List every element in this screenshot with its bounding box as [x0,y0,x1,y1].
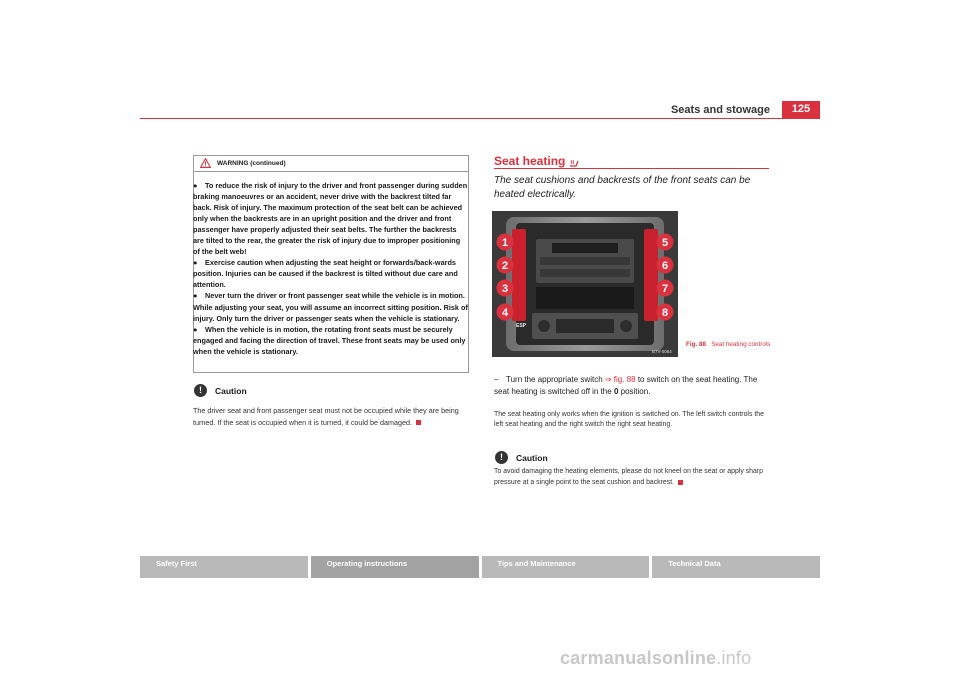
svg-text:2: 2 [501,260,509,272]
svg-text:7: 7 [661,283,669,295]
footer-tab-technical-data[interactable]: Technical Data [652,556,820,578]
footer-nav [140,556,820,578]
callout-4 [496,303,514,326]
callout-3 [496,279,514,302]
callout-7 [656,279,674,302]
callout-1 [496,233,514,256]
bullet-icon: ● [193,291,198,301]
svg-text:8: 8 [661,307,669,319]
caution-heading-left: ! Caution [194,384,247,397]
warning-item: ● Never turn the driver or front passenger seat while the vehicle is in motion. While adjusting your seat, you will assume an incorrect sitting position. Risk of injury. Only turn the driver or passenger seats when the vehicle is stationary. [193,291,468,323]
figure-caption: Fig. 88 Seat heating controls [686,341,771,348]
footer-tab-safety-first[interactable]: Safety First [140,556,308,578]
warning-divider [193,171,469,172]
bullet-icon: ● [193,324,198,334]
warning-text [193,180,469,357]
warning-heading [200,158,286,168]
left-seat-heating-switch [512,229,526,321]
caution-icon: ! [495,451,508,464]
warning-item: ● When the vehicle is in motion, the rotating front seats must be securely engaged and facing the direction of travel. These front seats may be used only when the vehicle is stationary. [193,324,466,356]
page-section-title: Seats and stowage [670,104,770,116]
page-number: 125 [782,101,820,118]
figure-reference-link[interactable]: ⇒ fig. 88 [604,375,636,384]
svg-text:5: 5 [661,237,669,249]
callout-8 [656,303,674,326]
seat-heating-figure [492,211,678,357]
warning-triangle-icon [200,158,211,168]
callout-5 [656,233,674,256]
footer-tab-operating-instructions[interactable]: Operating instructions [311,556,479,578]
caution-text-left: The driver seat and front passenger seat must not be occupied while they are being turned. If the seat is occupied when it is turned, it could be damaged. [193,406,459,427]
svg-text:1: 1 [501,237,509,249]
seat-heating-icon [567,156,579,168]
section-title: Seat heating [494,154,579,168]
svg-text:6: 6 [661,260,669,272]
header-rule [140,118,820,119]
caution-text-right: To avoid damaging the heating elements, please do not kneel on the seat or apply sharp pressure at a single point to the seat cushion and backrest. [494,468,763,486]
warning-item: ● To reduce the risk of injury to the driver and front passenger during sudden braking manoeuvres or an accident, never drive with the backrest tilted far back. Risk of injury. The maximum protection of the seat belt can be achieved only when the backrests are in an upright position and the driver and front passenger have properly adjusted their seat belts. The further the backrests are tilted to the rear, the greater the risk of injury due to improper positioning of the belt web! [193,181,468,257]
svg-text:3: 3 [501,283,509,295]
dashboard-illustration [492,211,678,357]
body-paragraph: The seat heating only works when the ignition is switched on. The left switch controls the left seat heating and the right switch the right seat heating. [494,411,764,429]
section-rule [494,168,769,169]
figure-code: B7V-0064 [652,349,672,354]
warning-item: ● Exercise caution when adjusting the seat height or forwards/back-wards position. Injuries can be caused if the backrest is tilted without due care and attention. [193,258,458,290]
callout-6 [656,256,674,279]
svg-text:4: 4 [501,307,509,319]
section-intro: The seat cushions and backrests of the front seats can be heated electrically. [494,175,751,200]
caution-heading-right: ! Caution [495,451,548,464]
caution-icon: ! [194,384,207,397]
callout-2 [496,256,514,279]
footer-tab-tips-and-maintenance[interactable]: Tips and Maintenance [482,556,650,578]
esp-label: ESP [516,323,527,329]
warning-heading-label: WARNING (continued) [217,159,286,167]
bullet-icon: ● [193,258,198,268]
end-marker-icon [416,420,421,425]
end-marker-icon [678,480,683,485]
instruction-step: – Turn the appropriate switch ⇒ fig. 88 to switch on the seat heating. The seat heating is switched off in the 0 position. [494,375,758,396]
bullet-icon: ● [193,181,198,190]
watermark: carmanualsonline.info [560,648,752,668]
